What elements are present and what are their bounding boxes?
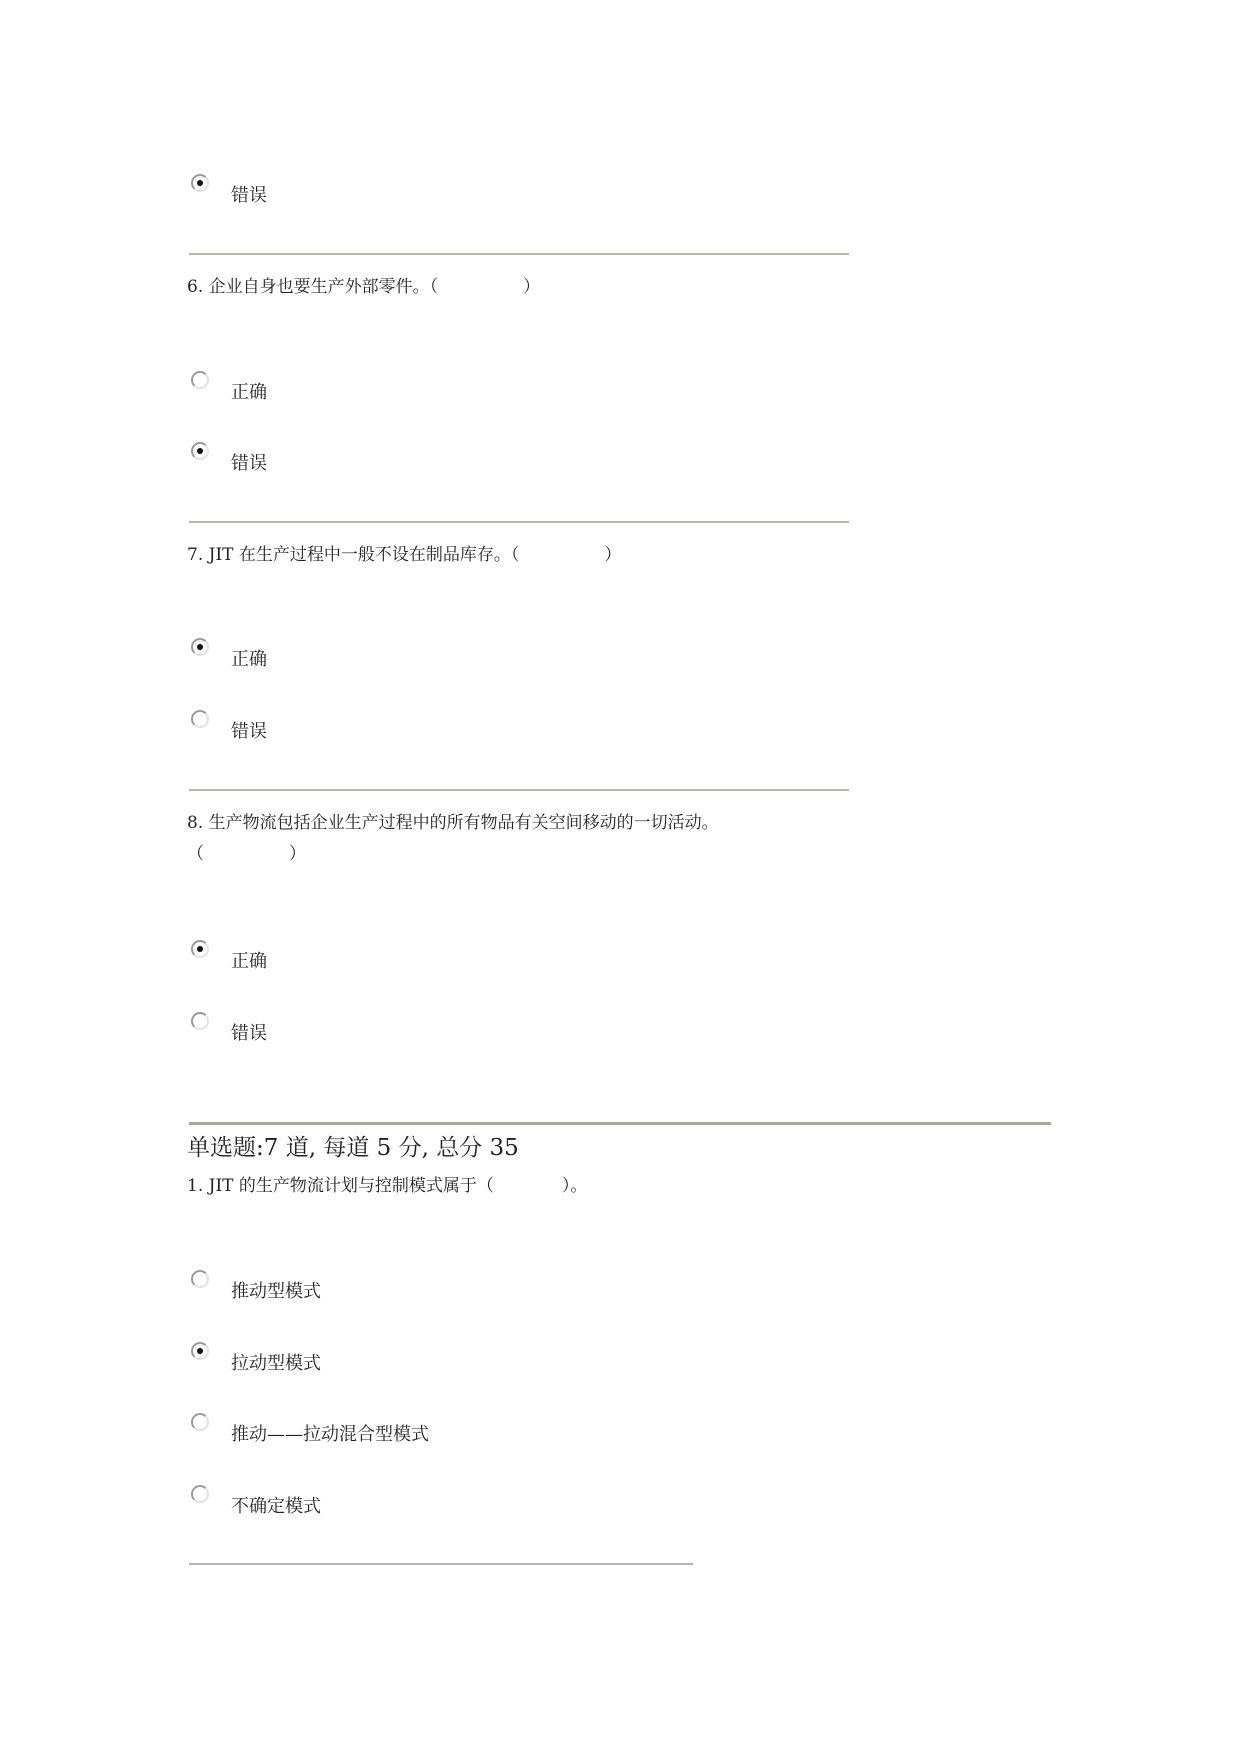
q7-text: 7. JIT 在生产过程中一般不设在制品库存。（ ） [187,545,622,565]
q8-text-line2: （ ） [187,844,306,864]
sc1-option-b-radio[interactable] [191,1342,209,1360]
question-divider [189,789,849,791]
sc1-option-a-radio[interactable] [191,1270,209,1288]
q7-option-wrong-radio[interactable] [191,710,209,728]
sc1-text: 1. JIT 的生产物流计划与控制模式属于（ ）。 [187,1176,588,1196]
sc1-option-d-label: 不确定模式 [231,1496,321,1517]
q5-option-wrong-label: 错误 [231,185,267,206]
q8-option-wrong-label: 错误 [231,1023,267,1044]
q7-option-correct-radio[interactable] [191,638,209,656]
sc1-option-b-label: 拉动型模式 [231,1353,321,1374]
section-title: 单选题:7 道, 每道 5 分, 总分 35 [187,1135,519,1161]
q7-option-correct-label: 正确 [231,649,267,670]
q8-text-line1: 8. 生产物流包括企业生产过程中的所有物品有关空间移动的一切活动。 [187,813,719,833]
q8-option-correct-label: 正确 [231,951,267,972]
q6-option-correct-radio[interactable] [191,371,209,389]
question-divider [189,521,849,523]
q6-text: 6. 企业自身也要生产外部零件。（ ） [187,277,541,297]
question-divider [189,1563,693,1565]
q6-option-wrong-radio[interactable] [191,442,209,460]
sc1-option-d-radio[interactable] [191,1485,209,1503]
section-divider [189,1122,1051,1125]
question-divider [189,253,849,255]
q5-option-wrong-radio[interactable] [191,174,209,192]
q8-option-correct-radio[interactable] [191,940,209,958]
q6-option-wrong-label: 错误 [231,453,267,474]
sc1-option-c-radio[interactable] [191,1413,209,1431]
sc1-option-a-label: 推动型模式 [231,1281,321,1302]
q7-option-wrong-label: 错误 [231,721,267,742]
sc1-option-c-label: 推动——拉动混合型模式 [231,1424,429,1445]
q6-option-correct-label: 正确 [231,382,267,403]
q8-option-wrong-radio[interactable] [191,1012,209,1030]
